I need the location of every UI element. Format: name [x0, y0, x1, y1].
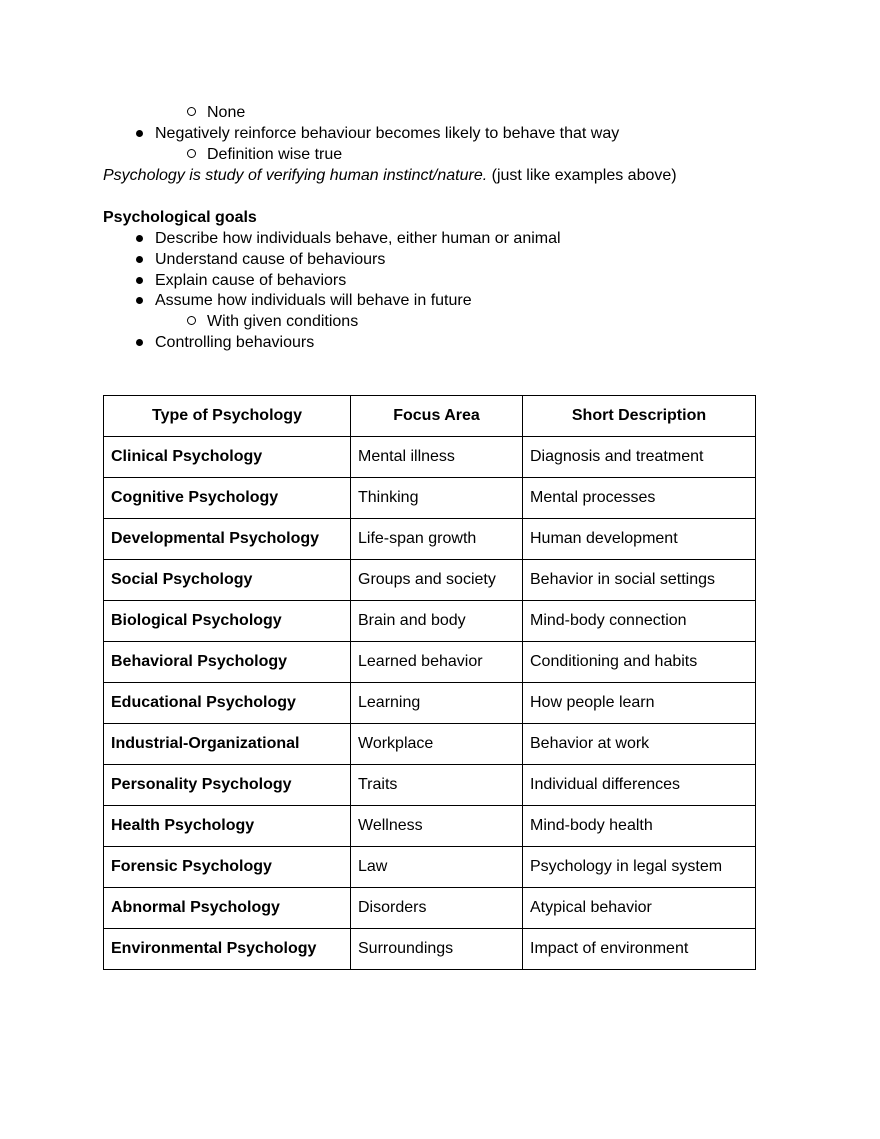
solid-bullet-icon [129, 124, 149, 144]
table-header-row [104, 396, 756, 437]
cell-description: Human development [523, 519, 756, 560]
solid-bullet-icon [129, 229, 149, 249]
cell-type: Personality Psychology [104, 765, 351, 806]
cell-description: Behavior at work [523, 724, 756, 765]
cell-type: Industrial-Organizational [104, 724, 351, 765]
list-item-text: Explain cause of behaviors [155, 272, 347, 289]
solid-bullet-icon [129, 333, 149, 353]
list-item-text: Negatively reinforce behaviour becomes likely to behave that way [155, 125, 620, 142]
cell-focus: Mental illness [351, 437, 523, 478]
list-item [155, 291, 472, 311]
cell-type: Environmental Psychology [104, 929, 351, 970]
cell-type: Abnormal Psychology [104, 888, 351, 929]
list-item [207, 103, 245, 123]
cell-focus: Brain and body [351, 601, 523, 642]
list-item [155, 250, 385, 270]
solid-bullet-icon [129, 291, 149, 311]
cell-focus: Learned behavior [351, 642, 523, 683]
cell-focus: Disorders [351, 888, 523, 929]
cell-description: Individual differences [523, 765, 756, 806]
list-item-text: With given conditions [207, 313, 359, 330]
cell-type: Behavioral Psychology [104, 642, 351, 683]
list-item [207, 312, 358, 332]
table-row [104, 478, 756, 519]
cell-focus: Thinking [351, 478, 523, 519]
cell-type: Health Psychology [104, 806, 351, 847]
cell-focus: Traits [351, 765, 523, 806]
psychology-types-table [103, 395, 756, 970]
cell-focus: Workplace [351, 724, 523, 765]
table-row [104, 888, 756, 929]
cell-focus: Groups and society [351, 560, 523, 601]
cell-description: How people learn [523, 683, 756, 724]
cell-type: Clinical Psychology [104, 437, 351, 478]
cell-focus: Surroundings [351, 929, 523, 970]
table-row [104, 765, 756, 806]
cell-type: Cognitive Psychology [104, 478, 351, 519]
list-item-text: Describe how individuals behave, either human or animal [155, 230, 561, 247]
table-row [104, 437, 756, 478]
summary-italic: Psychology is study of verifying human instinct/nature. [103, 167, 488, 184]
header-type: Type of Psychology [104, 396, 351, 437]
summary-normal: (just like examples above) [487, 167, 677, 184]
header-focus: Focus Area [351, 396, 523, 437]
list-item [155, 333, 314, 353]
table-row [104, 806, 756, 847]
hollow-bullet-icon [181, 103, 201, 123]
table-row [104, 560, 756, 601]
cell-focus: Law [351, 847, 523, 888]
cell-type: Social Psychology [104, 560, 351, 601]
list-item-text: None [207, 104, 246, 121]
list-item [207, 145, 342, 165]
hollow-bullet-icon [181, 145, 201, 165]
table-row [104, 601, 756, 642]
table-row [104, 642, 756, 683]
cell-focus: Life-span growth [351, 519, 523, 560]
list-item [155, 124, 619, 144]
cell-description: Psychology in legal system [523, 847, 756, 888]
list-item [155, 229, 561, 249]
cell-description: Behavior in social settings [523, 560, 756, 601]
table-row [104, 519, 756, 560]
cell-description: Conditioning and habits [523, 642, 756, 683]
list-item-text: Controlling behaviours [155, 334, 315, 351]
cell-description: Mind-body health [523, 806, 756, 847]
cell-focus: Wellness [351, 806, 523, 847]
list-item-text: Definition wise true [207, 146, 343, 163]
goals-heading: Psychological goals [103, 209, 257, 226]
hollow-bullet-icon [181, 312, 201, 332]
list-item-text: Assume how individuals will behave in future [155, 292, 472, 309]
cell-description: Mental processes [523, 478, 756, 519]
summary-paragraph [103, 166, 677, 186]
cell-description: Impact of environment [523, 929, 756, 970]
table-row [104, 847, 756, 888]
cell-description: Diagnosis and treatment [523, 437, 756, 478]
solid-bullet-icon [129, 271, 149, 291]
cell-type: Biological Psychology [104, 601, 351, 642]
table-row [104, 929, 756, 970]
list-item-text: Understand cause of behaviours [155, 251, 386, 268]
cell-type: Educational Psychology [104, 683, 351, 724]
cell-type: Forensic Psychology [104, 847, 351, 888]
header-description: Short Description [523, 396, 756, 437]
solid-bullet-icon [129, 250, 149, 270]
table-row [104, 683, 756, 724]
table-row [104, 724, 756, 765]
cell-focus: Learning [351, 683, 523, 724]
cell-type: Developmental Psychology [104, 519, 351, 560]
list-item [155, 271, 346, 291]
cell-description: Mind-body connection [523, 601, 756, 642]
cell-description: Atypical behavior [523, 888, 756, 929]
